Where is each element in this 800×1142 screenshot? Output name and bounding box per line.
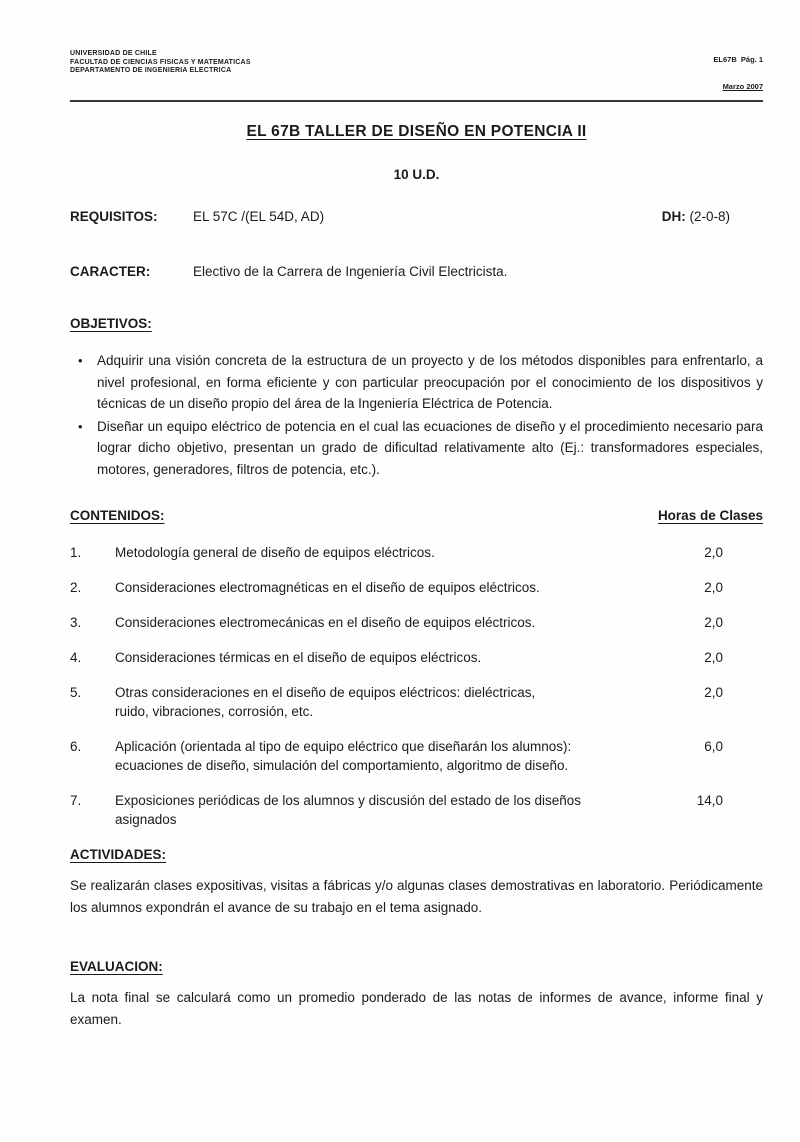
row-text-line: Consideraciones térmicas en el diseño de equipos eléctricos.: [115, 650, 482, 665]
bullet-icon: •: [78, 418, 83, 434]
row-text-line: asignados: [115, 812, 177, 827]
row-text-line: Aplicación (orientada al tipo de equipo eléctrico que diseñarán los alumnos):: [115, 739, 572, 754]
row-text: [115, 683, 655, 721]
table-row: [70, 613, 763, 632]
row-hours: 2,0: [704, 545, 723, 560]
table-row: [70, 543, 763, 562]
faculty-name: FACULTAD DE CIENCIAS FISICAS Y MATEMATICAS: [70, 58, 251, 66]
caracter-row: [70, 262, 763, 281]
row-number: 5.: [70, 685, 82, 700]
requisitos-value: EL 57C /(EL 54D, AD): [193, 209, 325, 224]
evaluacion-heading: EVALUACION:: [70, 959, 163, 974]
contenidos-header-row: [70, 506, 763, 525]
contenidos-heading: CONTENIDOS:: [70, 508, 165, 523]
row-text: [115, 578, 655, 597]
actividades-paragraph: Se realizarán clases expositivas, visitas a fábricas y/o algunas clases demostrativas en laboratorio. Periódicamente los alumnos expondrán el avance de su trabajo en el tema asignado.: [70, 878, 763, 915]
table-row: [70, 791, 763, 829]
row-text-line: ruido, vibraciones, corrosión, etc.: [115, 704, 314, 719]
row-hours: 2,0: [704, 650, 723, 665]
objetivo-text: Diseñar un equipo eléctrico de potencia en el cual las ecuaciones de diseño y el procedimiento necesario para lograr dicho objetivo, presentan un grado de dificultad relativamente alto (Ej.: transformadores especiales, motores, generadores, filtros de potencia, etc.).: [97, 418, 763, 477]
caracter-label: CARACTER:: [70, 264, 151, 279]
list-item: [70, 416, 763, 481]
department-name: DEPARTAMENTO DE INGENIERIA ELECTRICA: [70, 67, 232, 74]
row-text: [115, 737, 655, 775]
objetivos-heading: OBJETIVOS:: [70, 316, 152, 331]
dh-value: (2-0-8): [689, 209, 730, 224]
actividades-heading: ACTIVIDADES:: [70, 847, 167, 862]
organization-block: [70, 50, 251, 96]
table-row: [70, 648, 763, 667]
objetivos-list: [70, 350, 763, 480]
row-text: [115, 791, 655, 829]
dh-label: DH:: [661, 209, 686, 224]
course-code-page: EL67B Pág. 1: [713, 55, 763, 64]
document-date: Marzo 2007: [722, 82, 763, 91]
row-number: 2.: [70, 580, 82, 595]
row-hours: 14,0: [696, 793, 723, 808]
row-hours: 2,0: [704, 580, 723, 595]
row-number: 4.: [70, 650, 82, 665]
row-text: [115, 648, 655, 667]
row-text-line: Exposiciones periódicas de los alumnos y discusión del estado de los diseños: [115, 793, 582, 808]
meta-block: [713, 50, 763, 96]
evaluacion-paragraph: La nota final se calculará como un promedio ponderado de las notas de informes de avance, informe final y examen.: [70, 990, 763, 1027]
row-hours: 6,0: [704, 739, 723, 754]
objetivo-text: Adquirir una visión concreta de la estructura de un proyecto y de los métodos disponibles para enfrentarlo, a nivel profesional, en forma eficiente y con particular preocupación por el conocimiento de los dispositivos y técnicas de un diseño propio del área de la Ingeniería Eléctrica de Potencia.: [97, 353, 763, 411]
table-row: [70, 683, 763, 721]
row-text: [115, 613, 655, 632]
hours-heading: Horas de Clases: [657, 508, 763, 523]
table-row: [70, 737, 763, 775]
row-text-line: Consideraciones electromecánicas en el diseño de equipos eléctricos.: [115, 615, 536, 630]
dh-block: [662, 207, 763, 226]
row-number: 3.: [70, 615, 82, 630]
table-row: [70, 578, 763, 597]
requisitos-row: [70, 207, 763, 226]
row-number: 6.: [70, 739, 82, 754]
title-area: [70, 122, 763, 141]
contenidos-table: [70, 543, 763, 829]
row-number: 1.: [70, 545, 82, 560]
document-header: [70, 50, 763, 102]
row-text-line: Metodología general de diseño de equipos eléctricos.: [115, 545, 435, 560]
row-hours: 2,0: [704, 685, 723, 700]
university-name: UNIVERSIDAD DE CHILE: [70, 50, 157, 57]
bullet-icon: •: [78, 353, 83, 368]
requisitos-label: REQUISITOS:: [70, 209, 158, 224]
row-number: 7.: [70, 793, 82, 808]
row-text-line: Otras consideraciones en el diseño de equipos eléctricos: dieléctricas,: [115, 685, 536, 700]
course-title: EL 67B TALLER DE DISEÑO EN POTENCIA II: [246, 123, 587, 140]
caracter-value: Electivo de la Carrera de Ingeniería Civil Electricista.: [193, 264, 508, 279]
row-hours: 2,0: [704, 615, 723, 630]
credit-units: 10 U.D.: [393, 167, 440, 182]
row-text-line: ecuaciones de diseño, simulación del comportamiento, algoritmo de diseño.: [115, 758, 569, 773]
row-text-line: Consideraciones electromagnéticas en el diseño de equipos eléctricos.: [115, 580, 540, 595]
list-item: [70, 350, 763, 415]
row-text: [115, 543, 655, 562]
